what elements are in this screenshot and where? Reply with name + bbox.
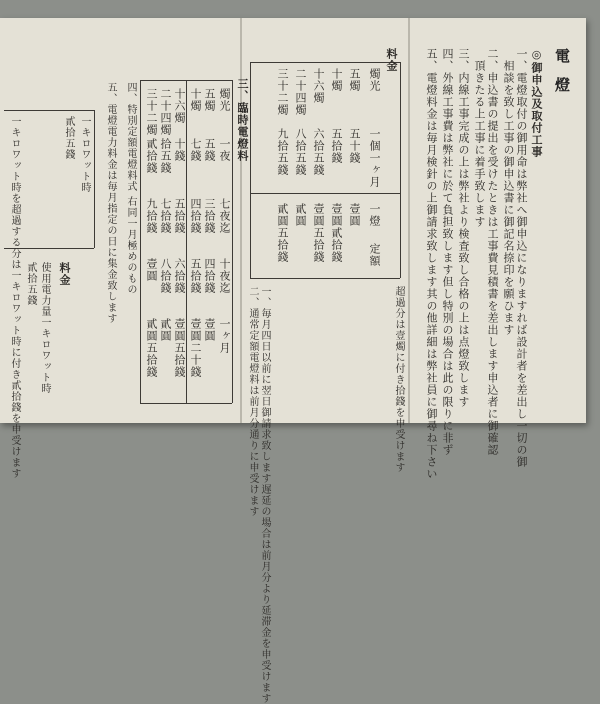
document-sheet (0, 18, 586, 704)
section-a-item: 五、電燈料金は毎月検針の上御請求致します其の他詳細は弊社員に御尋ね下さい (425, 48, 438, 480)
temp-value: 貳圓五拾錢 (145, 318, 158, 378)
rates-note: 二、通常定額電燈料は前月分通りに申受けます (247, 286, 258, 517)
rate-note: 壹圓貳拾錢 (330, 203, 343, 263)
rate-monthly: 五十錢 (348, 128, 361, 164)
table-rule (232, 80, 233, 403)
rate-note: 貳圓 (294, 203, 307, 227)
temp-value: 八拾錢 (159, 258, 172, 294)
temp-value: 六拾錢 (173, 258, 186, 294)
temp-value: 五拾錢 (189, 258, 202, 294)
temp-value: 壹圓二十錢 (189, 318, 202, 378)
temp-candle: 三十二燭 (145, 88, 158, 136)
table-rule (186, 80, 187, 403)
rate-monthly: 八拾五錢 (294, 128, 307, 176)
temp-value: 壹圓五拾錢 (173, 318, 186, 378)
table-rule (250, 62, 251, 278)
section-a-item: 四、外線工事費は弊社に於て負担致します但し特別の場合は此の限りに非ず (441, 48, 454, 456)
temp-value: 壹圓 (145, 258, 158, 282)
temp-candle: 十燭 (189, 88, 202, 112)
fold-line (408, 18, 410, 423)
temp-value: 九拾錢 (145, 198, 158, 234)
rate-candle: 三十二燭 (276, 68, 289, 116)
section-b-heading: 料金 (385, 48, 398, 72)
temp-value: 壹圓 (203, 318, 216, 342)
temp-value: 四拾錢 (203, 258, 216, 294)
temp-header: 一ヶ月 (218, 318, 231, 354)
rate-candle: 十燭 (330, 68, 343, 92)
section-d-value: 貳拾五錢 (25, 262, 36, 306)
rate-note: 壹圓五拾錢 (312, 203, 325, 263)
temp-value: 五拾錢 (173, 198, 186, 234)
rates-header: 一個一ヶ月 (368, 128, 381, 188)
rates-header: 燭光 (368, 68, 381, 92)
temp-value: 七錢 (189, 138, 202, 162)
temp-value: 十錢 (173, 138, 186, 162)
section-c-note: 五、電燈電力料金は毎月指定の日に集金致します (105, 82, 116, 324)
section-a-item: 三、内線工事完成の上は弊社より検査致し合格の上は点燈致します (457, 48, 470, 408)
temp-value: 七拾錢 (159, 198, 172, 234)
section-d-value: 貳拾五錢 (63, 116, 74, 160)
rate-candle: 十六燭 (312, 68, 325, 104)
table-rule (140, 403, 232, 404)
section-a-item: 頂きたる上工事に着手致します (473, 60, 486, 228)
temp-value: 拾五錢 (159, 138, 172, 174)
rates-header: 一燈 (368, 203, 381, 227)
rate-monthly: 五拾錢 (330, 128, 343, 164)
section-a-item: 一、電燈取付の御用命は弊社へ御申込になりますれば設計者を差出し一切の御 (515, 48, 528, 468)
section-a-item: 相談を致し工事の御申込書に御記名捺印を願ひます (502, 60, 515, 336)
section-a-heading: ◎御申込及取付工事 (530, 48, 543, 158)
section-d-label: 使用電力量一キロワット時 (39, 262, 50, 394)
table-rule (140, 80, 141, 403)
section-d-heading: 料金 (58, 262, 71, 286)
rates-note: 超過分は壹燭に付き拾錢を申受けます (393, 286, 404, 473)
table-rule (250, 193, 400, 194)
temp-value: 三拾錢 (203, 198, 216, 234)
table-rule (4, 110, 94, 111)
rate-monthly: 九拾五錢 (276, 128, 289, 176)
temp-header: 十夜迄 (218, 258, 231, 294)
temp-header: 燭光 (218, 88, 231, 112)
section-c-heading: 三、臨時電燈料 (236, 78, 249, 162)
temp-candle: 五燭 (203, 88, 216, 112)
section-c-note: 四、特別定額電燈料式 右同一月極めのもの (125, 82, 136, 296)
rate-candle: 五燭 (348, 68, 361, 92)
table-rule (400, 62, 401, 278)
rate-candle: 二十四燭 (294, 68, 307, 116)
temp-header: 七夜迄 (218, 198, 231, 234)
temp-header: 一夜 (218, 138, 231, 162)
rate-note: 貳圓五拾錢 (276, 203, 289, 263)
section-a-item: 二、申込書の提出を受けたときは工事費見積書を差出します申込者に御確認 (486, 48, 499, 456)
temp-value: 五錢 (203, 138, 216, 162)
temp-value: 四拾錢 (189, 198, 202, 234)
rate-monthly: 六拾五錢 (312, 128, 325, 176)
table-rule (250, 62, 400, 63)
temp-value: 貳圓 (159, 318, 172, 342)
table-rule (94, 110, 95, 248)
temp-candle: 十六燭 (173, 88, 186, 124)
table-rule (250, 278, 400, 279)
rates-note: 一、毎月四日以前に翌日御請求致します遅延の場合は前月分より延滞金を申受けます (259, 286, 270, 704)
section-d-label: 一キロワット時 (79, 116, 90, 193)
temp-value: 貳拾錢 (145, 138, 158, 174)
rates-header: 定額 (368, 243, 381, 267)
temp-candle: 二十四燭 (159, 88, 172, 136)
rate-note: 壹圓 (348, 203, 361, 227)
section-d-footnote: 一キロワット時を超過する分は一キロワット時に付き貳拾錢を申受けます (9, 116, 20, 479)
document-title: 電燈 (553, 48, 571, 106)
